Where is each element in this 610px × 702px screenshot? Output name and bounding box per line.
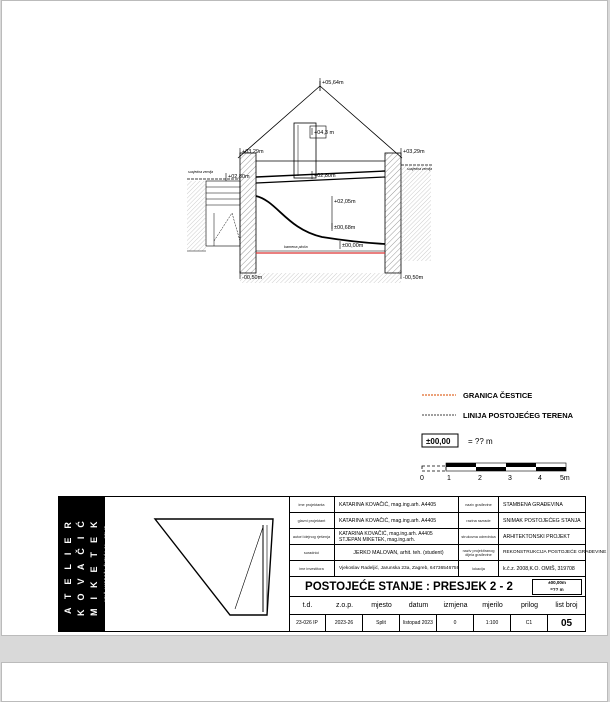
terrain-label: susjedna zemlja bbox=[188, 170, 214, 174]
sheet-value: 2023-26 bbox=[326, 614, 363, 631]
studio-logo bbox=[59, 497, 108, 631]
info-row bbox=[289, 513, 585, 529]
legend-terrain-label: LINIJA POSTOJEĆEG TERENA bbox=[463, 411, 574, 420]
legend-level-value: = ?? m bbox=[468, 437, 493, 446]
drawing-sheet bbox=[1, 0, 608, 636]
info-label: ime projektanta bbox=[289, 497, 335, 512]
info-label: glavni projektant bbox=[289, 513, 335, 528]
info-label: suradnici bbox=[289, 545, 335, 560]
info-value: k.č.z. 2008,K.O. OMIŠ, 319708 bbox=[503, 565, 575, 572]
info-row bbox=[289, 545, 607, 561]
level-label: +03,29m bbox=[242, 149, 264, 155]
level-label: -00,50m bbox=[403, 275, 424, 281]
scale-tick: 4 bbox=[538, 475, 542, 482]
studio-name-line: KOVAČIĆ bbox=[76, 512, 86, 616]
level-label: ±00,00m bbox=[342, 243, 364, 249]
scale-bar bbox=[422, 463, 566, 471]
info-label: strukovna odrednica bbox=[459, 529, 499, 544]
location-sketch bbox=[105, 497, 290, 631]
info-value: REKONSTRUKCIJA POSTOJEĆE GRAĐEVINE bbox=[503, 550, 607, 555]
floor-label: kamena ploča bbox=[284, 245, 308, 249]
level-label: +02,80m bbox=[228, 174, 250, 180]
sheet-header: mjesto bbox=[371, 602, 392, 609]
info-value: KATARINA KOVAČIĆ, mag.ing.arh. A4405 bbox=[335, 513, 459, 528]
drawing-title: POSTOJEĆE STANJE : PRESJEK 2 - 2 bbox=[305, 580, 513, 593]
info-row bbox=[289, 529, 585, 545]
level-label: +04,3 m bbox=[314, 130, 335, 136]
level-label: ±00,68m bbox=[334, 225, 356, 231]
legend-level-box-text: ±00,00 bbox=[426, 437, 451, 446]
title-block bbox=[58, 496, 607, 632]
level-reference-line: =?? m bbox=[550, 586, 564, 592]
terrain-label: susjedna zemlja bbox=[407, 167, 433, 171]
studio-name-line: MIKETEK bbox=[89, 512, 99, 616]
level-label: +05,64m bbox=[322, 80, 344, 86]
info-value: SNIMAK POSTOJEĆEG STANJA bbox=[503, 517, 581, 524]
sheet-header: datum bbox=[408, 602, 429, 609]
level-label: +03,29m bbox=[403, 149, 425, 155]
info-value: Vjekoslav Radeljić, Jarunska 23a, Zagreb, 64736546759 bbox=[335, 561, 459, 576]
studio-address: KRIŽ AMBROŽA ŽUTIĆA 21 - SPLIT bbox=[104, 525, 108, 603]
info-value: KATARINA KOVAČIĆ, mag.ing.arh. A4405 bbox=[335, 497, 459, 512]
sheet-header: mjerilo bbox=[482, 602, 503, 609]
sheet-value: 0 bbox=[437, 614, 474, 631]
level-label: -00,50m bbox=[242, 275, 263, 281]
sheet-value: Split bbox=[363, 614, 400, 631]
scale-tick: 5m bbox=[560, 475, 570, 482]
sheet-header: list broj bbox=[555, 602, 578, 609]
scale-tick: 3 bbox=[508, 475, 512, 482]
info-value: STAMBENA GRAĐEVINA bbox=[503, 501, 563, 508]
level-reference-line: ±00,00m bbox=[548, 580, 566, 585]
scale-tick: 0 bbox=[420, 475, 424, 482]
drawing-title-row bbox=[289, 577, 585, 597]
sheet-header: t.d. bbox=[302, 602, 313, 609]
next-page bbox=[1, 662, 608, 702]
level-label: +02,05m bbox=[334, 199, 356, 205]
info-label: naziv projektiranog dijela građevine bbox=[459, 545, 499, 560]
info-row bbox=[289, 497, 585, 513]
legend bbox=[2, 1, 609, 491]
sheet-header: izmjena bbox=[443, 602, 468, 609]
info-label: naziv građevine bbox=[459, 497, 499, 512]
info-label: lokacija bbox=[459, 561, 499, 576]
level-label: +02,80m bbox=[314, 173, 336, 179]
info-row bbox=[289, 561, 585, 577]
sheet-number: 05 bbox=[548, 614, 585, 631]
info-label: autori idejnog rješenja bbox=[289, 529, 335, 544]
sheet-info-grid bbox=[289, 597, 585, 631]
scale-tick: 2 bbox=[478, 475, 482, 482]
sheet-value: 1:100 bbox=[474, 614, 511, 631]
info-label: razina razrade bbox=[459, 513, 499, 528]
sheet-value: listopad 2023 bbox=[400, 614, 437, 631]
level-reference-box bbox=[532, 579, 582, 595]
sheet-value: C1 bbox=[511, 614, 548, 631]
sheet-header: z.o.p. bbox=[335, 602, 354, 609]
studio-name-line: ATELIER bbox=[63, 513, 73, 615]
scale-tick: 1 bbox=[447, 475, 451, 482]
info-label: ime investitora bbox=[289, 561, 335, 576]
info-value: ARHITEKTONSKI PROJEKT bbox=[503, 533, 571, 540]
info-value: KATARINA KOVAČIĆ, mag.ing.arh. A4405 STJEPAN MIKETEK, mag.ing.arh. bbox=[335, 529, 459, 544]
info-value: JERKO MALOVAN, arhit. teh. (student) bbox=[335, 545, 459, 560]
sheet-value: 23-026 IP bbox=[289, 614, 326, 631]
sheet-header: prilog bbox=[520, 602, 539, 609]
legend-boundary-label: GRANICA ČESTICE bbox=[463, 391, 533, 400]
